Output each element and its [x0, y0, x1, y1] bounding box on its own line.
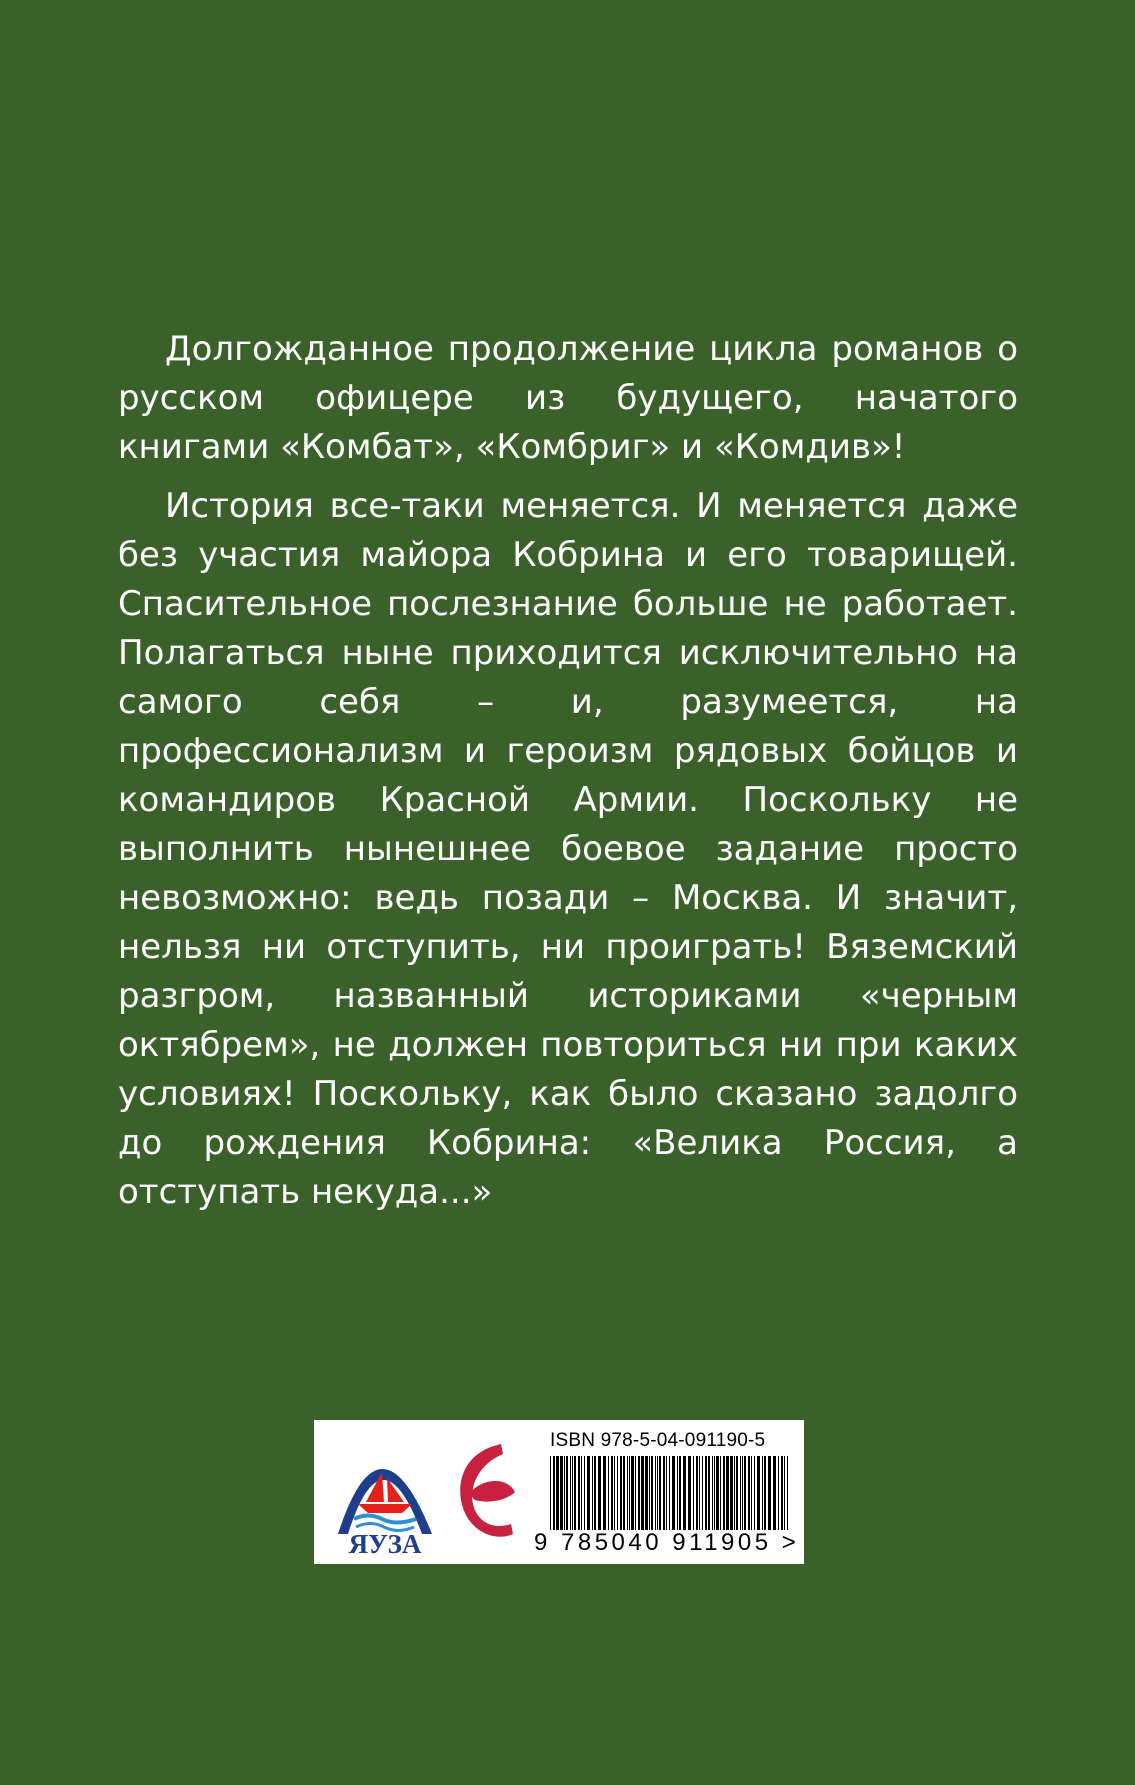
yauza-wave-icon: [354, 1516, 416, 1523]
barcode-bar: [617, 1456, 618, 1530]
eksmo-swirl-icon: [451, 1438, 521, 1546]
barcode-bar: [649, 1456, 650, 1530]
barcode-bar: [705, 1456, 707, 1530]
yauza-boat-icon: [358, 1504, 412, 1513]
barcode-bar: [688, 1456, 691, 1530]
barcode-bar: [723, 1456, 725, 1530]
barcode-bar: [781, 1456, 783, 1530]
barcode-bar: [736, 1456, 738, 1530]
publisher-barcode-panel: [314, 1420, 804, 1564]
barcode-bar: [742, 1456, 743, 1530]
barcode-bar: [659, 1456, 661, 1530]
barcode-bar: [757, 1456, 760, 1530]
barcode-bar: [631, 1456, 634, 1530]
barcode-bar: [550, 1456, 551, 1530]
back-cover-blurb: [118, 325, 1018, 1227]
barcode-bar: [751, 1456, 752, 1530]
blurb-paragraph-1: Долгожданное продолжение цикла романов о русском офицере из будущего, начатого книгами «Комбат», «Комбриг» и «Комдив»!: [118, 329, 1018, 467]
barcode-bar: [696, 1456, 698, 1530]
barcode-bar: [754, 1456, 755, 1530]
barcode-bar: [598, 1456, 601, 1530]
barcode-bar: [708, 1456, 710, 1530]
barcode-bar: [720, 1456, 721, 1530]
barcode-bar: [714, 1456, 715, 1530]
barcode-bar: [768, 1456, 771, 1530]
isbn-label: ISBN 978-5-04-091190-5: [550, 1430, 766, 1451]
barcode-bar: [734, 1456, 735, 1530]
yauza-logo-text: ЯУЗА: [348, 1529, 422, 1556]
barcode-bar: [693, 1456, 694, 1530]
barcode-bar: [740, 1456, 741, 1530]
barcode-bar: [716, 1456, 719, 1530]
barcode-bar: [641, 1456, 644, 1530]
barcode-bar: [645, 1456, 648, 1530]
barcode-bar: [764, 1456, 766, 1530]
barcode-bar: [620, 1456, 622, 1530]
ean-barcode: [550, 1456, 788, 1530]
barcode-bar: [683, 1456, 686, 1530]
barcode-bar: [677, 1456, 678, 1530]
barcode-bar: [578, 1456, 580, 1530]
barcode-bar: [556, 1456, 559, 1530]
barcode-bar: [608, 1456, 609, 1530]
barcode-bar: [669, 1456, 670, 1530]
yauza-arch-icon: [338, 1469, 432, 1534]
barcode-bar: [712, 1456, 713, 1530]
barcode-bar: [584, 1456, 585, 1530]
barcode-bar: [594, 1456, 596, 1530]
barcode-bar: [778, 1456, 779, 1530]
barcode-bar: [572, 1456, 573, 1530]
barcode-bar: [679, 1456, 681, 1530]
barcode-bar: [744, 1456, 746, 1530]
barcode-bar: [672, 1456, 675, 1530]
barcode-bar: [564, 1456, 565, 1530]
barcode-bar: [762, 1456, 763, 1530]
barcode-bar: [581, 1456, 582, 1530]
barcode-bar: [587, 1456, 590, 1530]
barcode-bar: [702, 1456, 703, 1530]
barcode-bar: [574, 1456, 576, 1530]
barcode-bar: [614, 1456, 615, 1530]
barcode-bar: [699, 1456, 700, 1530]
barcode-bar: [666, 1456, 667, 1530]
barcode-bar: [570, 1456, 571, 1530]
barcode-bar: [748, 1456, 750, 1530]
barcode-bar: [787, 1456, 788, 1530]
barcode-bar: [560, 1456, 563, 1530]
barcode-bar: [592, 1456, 593, 1530]
barcode-bar: [773, 1456, 776, 1530]
barcode-bar: [638, 1456, 640, 1530]
barcode-bar: [784, 1456, 785, 1530]
barcode-bar: [603, 1456, 606, 1530]
barcode-bar: [611, 1456, 613, 1530]
barcode-bar: [651, 1456, 653, 1530]
barcode-bar: [566, 1456, 568, 1530]
barcode-bar: [629, 1456, 630, 1530]
barcode-bar: [730, 1456, 733, 1530]
barcode-bar: [726, 1456, 729, 1530]
barcode-digits: 9 785040 911905 >: [534, 1529, 800, 1556]
barcode-bar: [657, 1456, 658, 1530]
barcode-bar: [655, 1456, 656, 1530]
barcode-bar: [635, 1456, 636, 1530]
barcode-bar: [553, 1456, 555, 1530]
barcode-bar: [663, 1456, 665, 1530]
yauza-publisher-logo: [330, 1432, 440, 1556]
blurb-paragraph-2: История все-таки меняется. И меняется даже без участия майора Кобрина и его товарищей. Спасительное послезнание больше не работает. Полагаться ныне приходится исключительно на самого себя – и, разумеется, на профессионализм и героизм рядовых бойцов и командиров Красной Армии. Поскольку не выполнить нынешнее боевое задание просто невозможно: ведь позади – Москва. И значит, нельзя ни отступить, ни проиграть! Вяземский разгром, названный историками «черным октябрем», не должен повториться ни при каких условиях! Поскольку, как было сказано задолго до рождения Кобрина: «Велика Россия, а отступать некуда...»: [118, 486, 1018, 1212]
barcode-bar: [623, 1456, 625, 1530]
barcode-bar: [627, 1456, 628, 1530]
